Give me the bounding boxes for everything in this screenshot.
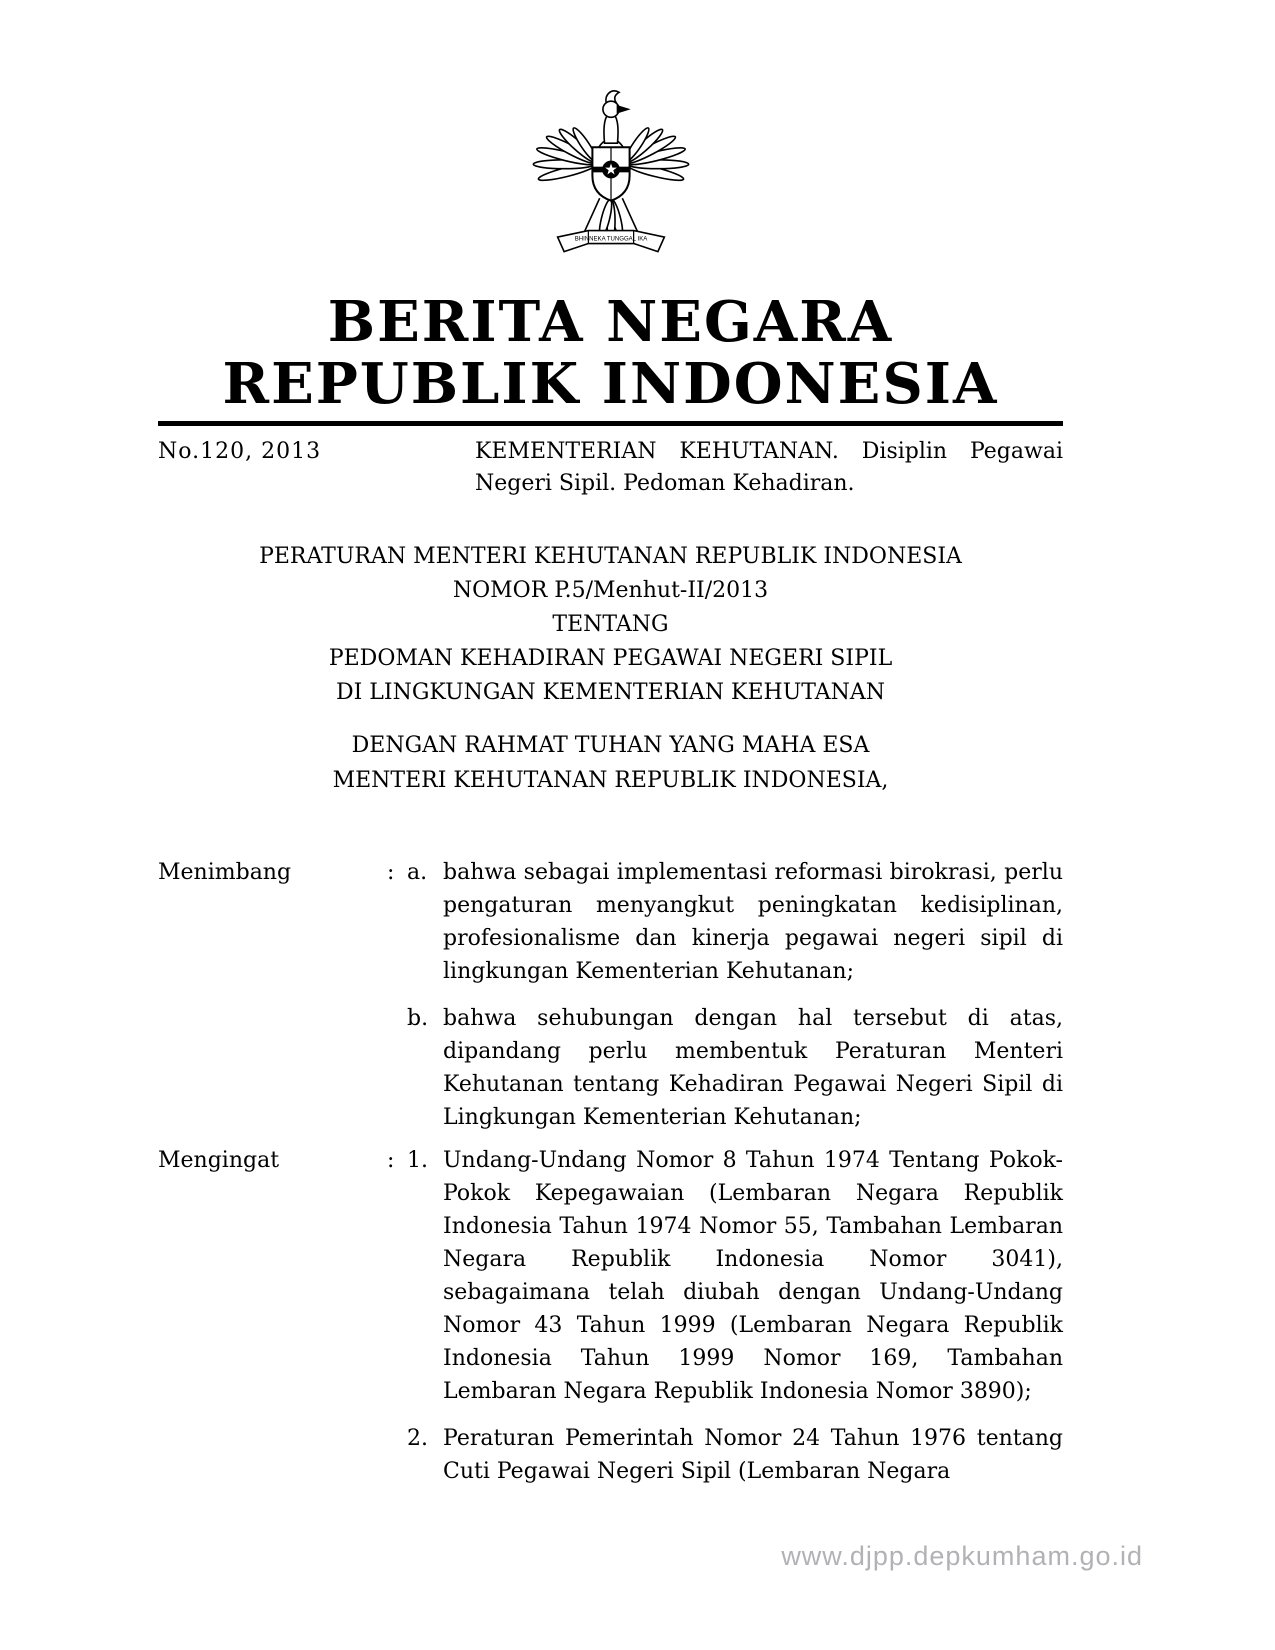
item-marker: 1. — [407, 1148, 428, 1173]
regulation-title-line1: PERATURAN MENTERI KEHUTANAN REPUBLIK INDONESIA — [259, 544, 962, 569]
list-item — [407, 1422, 1063, 1488]
regulation-number: NOMOR P.5/Menhut-II/2013 — [452, 578, 769, 603]
item-marker: a. — [407, 860, 428, 885]
section-items — [407, 1144, 1063, 1488]
issue-number: No.120, 2013 — [158, 439, 322, 464]
invocation-line: DENGAN RAHMAT TUHAN YANG MAHA ESA — [351, 733, 870, 758]
issue-row — [158, 436, 1063, 500]
watermark: www.djpp.depkumham.go.id — [781, 1541, 1143, 1571]
section-mengingat — [158, 1144, 1063, 1488]
item-text: Undang-Undang Nomor 8 Tahun 1974 Tentang Pokok-Pokok Kepegawaian (Lembaran Negara Republik Indonesia Tahun 1974 Nomor 55, Tambahan Lembaran Negara Republik Indonesia Nomor 3041), sebagaimana telah diubah dengan Undang-Undang Nomor 43 Tahun 1999 (Lembaran Negara Republik Indonesia Tahun 1999 Nomor 169, Tambahan Lembaran Negara Republik Indonesia Nomor 3890); — [443, 1148, 1063, 1404]
invocation-block — [158, 728, 1063, 798]
section-label: Menimbang — [158, 860, 292, 885]
section-colon: : — [387, 860, 395, 885]
item-marker: b. — [407, 1006, 429, 1031]
garuda-pancasila-icon — [530, 85, 692, 271]
item-marker: 2. — [407, 1426, 428, 1451]
emblem-motto-text: BHINNEKA TUNGGAL IKA — [574, 236, 647, 243]
section-colon: : — [387, 1148, 395, 1173]
subject-abstract: KEMENTERIAN KEHUTANAN. Disiplin Pegawai Negeri Sipil. Pedoman Kehadiran. — [475, 439, 1063, 496]
list-item — [407, 1144, 1063, 1408]
section-items — [407, 856, 1063, 1134]
list-item — [407, 1002, 1063, 1134]
regulation-title-block — [158, 540, 1063, 710]
section-menimbang — [158, 856, 1063, 1134]
section-label: Mengingat — [158, 1148, 280, 1173]
masthead-title — [158, 291, 1063, 426]
masthead-title-line2: REPUBLIK INDONESIA — [222, 351, 999, 417]
item-text: bahwa sehubungan dengan hal tersebut di atas, dipandang perlu membentuk Peraturan Menteri Kehutanan tentang Kehadiran Pegawai Negeri Sipil di Lingkungan Kementerian Kehutanan; — [443, 1006, 1063, 1130]
regulation-tentang: TENTANG — [552, 612, 669, 637]
garuda-pancasila-emblem — [530, 85, 692, 271]
regulation-subject-line2: DI LINGKUNGAN KEMENTERIAN KEHUTANAN — [335, 680, 885, 705]
item-text: bahwa sebagai implementasi reformasi birokrasi, perlu pengaturan menyangkut peningkatan kedisiplinan, profesionalisme dan kinerja pegawai negeri sipil di lingkungan Kementerian Kehutanan; — [443, 860, 1063, 984]
regulation-subject-line1: PEDOMAN KEHADIRAN PEGAWAI NEGERI SIPIL — [328, 646, 893, 671]
page-content — [158, 0, 1063, 1498]
preamble-sections — [158, 856, 1063, 1488]
masthead-title-line1: BERITA NEGARA — [327, 289, 894, 355]
authority-line: MENTERI KEHUTANAN REPUBLIK INDONESIA, — [332, 768, 889, 793]
list-item — [407, 856, 1063, 988]
item-text: Peraturan Pemerintah Nomor 24 Tahun 1976 tentang Cuti Pegawai Negeri Sipil (Lembaran Negara — [443, 1426, 1063, 1484]
